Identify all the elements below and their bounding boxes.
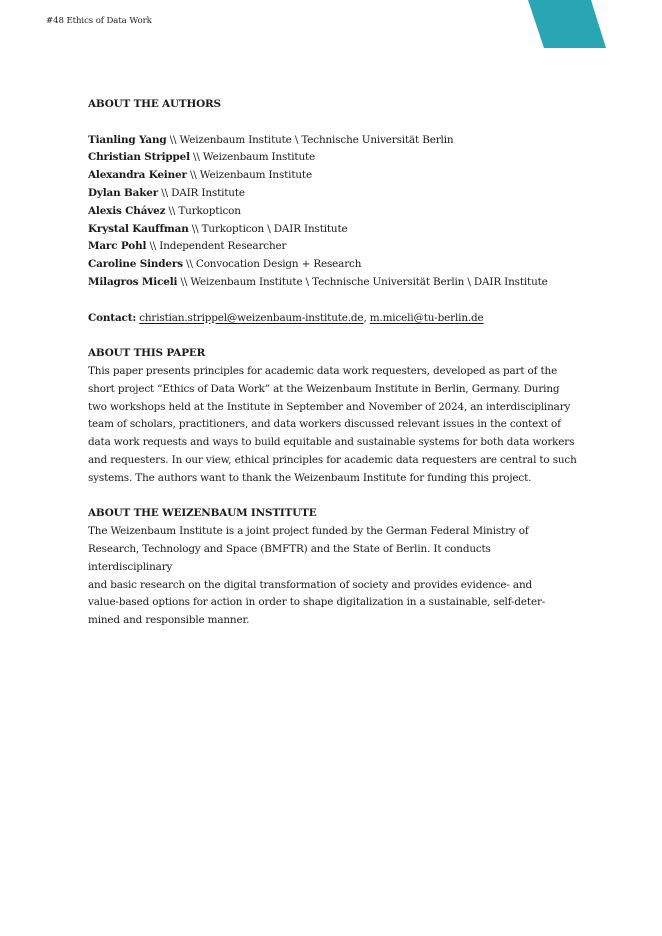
author-name: Tianling Yang: [88, 133, 167, 146]
paragraph-line: and basic research on the digital transformation of society and provides evidence- and: [88, 578, 533, 591]
about-institute-heading: ABOUT THE WEIZENBAUM INSTITUTE: [88, 507, 317, 520]
author-affiliation: \\ Weizenbaum Institute \ Technische Universität Berlin \ DAIR Institute: [180, 275, 548, 288]
contact-email-link-miceli[interactable]: m.miceli@tu-berlin.de: [369, 311, 484, 324]
author-row: [88, 238, 578, 256]
author-name: Christian Strippel: [88, 151, 190, 164]
series-label: #48 Ethics of Data Work: [46, 16, 152, 26]
author-name: Milagros Miceli: [88, 275, 178, 288]
paragraph-line: team of scholars, practitioners, and data workers discussed relevant issues in the context of: [88, 418, 561, 431]
contact-email-link-strippel[interactable]: christian.strippel@weizenbaum-institute.de: [139, 311, 364, 324]
paragraph-line: This paper presents principles for academic data work requesters, developed as part of the: [88, 364, 558, 377]
paragraph-line: Research, Technology and Space (BMFTR) and the State of Berlin. It conducts interdisciplinary: [88, 542, 491, 573]
author-affiliation: \\ Turkopticon: [168, 204, 241, 217]
author-row: [88, 132, 578, 150]
spacer: [88, 292, 578, 310]
author-name: Marc Pohl: [88, 240, 147, 253]
author-row: [88, 203, 578, 221]
author-list: [88, 132, 578, 292]
author-affiliation: \\ Weizenbaum Institute: [189, 169, 312, 182]
author-affiliation: \\ Independent Researcher: [149, 240, 287, 253]
author-name: Alexandra Keiner: [88, 169, 187, 182]
author-affiliation: \\ Turkopticon \ DAIR Institute: [191, 222, 348, 235]
spacer: [88, 488, 578, 506]
contact-separator: ,: [363, 311, 367, 324]
paragraph-line: data work requests and ways to build equitable and sustainable systems for both data workers: [88, 436, 575, 449]
paragraph-line: systems. The authors want to thank the Weizenbaum Institute for funding this project.: [88, 471, 532, 484]
about-paper-heading: ABOUT THIS PAPER: [88, 347, 206, 360]
paragraph-line: value-based options for action in order to shape digitalization in a sustainable, self-deter-: [88, 596, 546, 609]
author-row: [88, 149, 578, 167]
about-authors-heading: ABOUT THE AUTHORS: [88, 98, 221, 110]
author-affiliation: \\ DAIR Institute: [161, 186, 245, 199]
contact-label: Contact:: [88, 311, 137, 324]
author-name: Dylan Baker: [88, 186, 159, 199]
author-row: [88, 256, 578, 274]
author-affiliation: \\ Convocation Design + Research: [186, 258, 362, 271]
contact-line: [88, 310, 578, 328]
author-row: [88, 185, 578, 203]
author-name: Alexis Chávez: [88, 204, 166, 217]
author-name: Caroline Sinders: [88, 258, 183, 271]
author-row: [88, 221, 578, 239]
paragraph-line: and requesters. In our view, ethical principles for academic data requesters are central to such: [88, 453, 577, 466]
author-affiliation: \\ Weizenbaum Institute: [193, 151, 316, 164]
corner-accent-shape: [525, 0, 607, 48]
author-affiliation: \\ Weizenbaum Institute \ Technische Universität Berlin: [169, 133, 454, 146]
spacer: [88, 327, 578, 345]
author-row: [88, 167, 578, 185]
author-row: [88, 274, 578, 292]
paragraph-line: The Weizenbaum Institute is a joint project funded by the German Federal Ministry of: [88, 525, 529, 538]
spacer: [88, 114, 578, 132]
paragraph-line: two workshops held at the Institute in September and November of 2024, an interdisciplinary: [88, 400, 571, 413]
paragraph-line: short project “Ethics of Data Work” at the Weizenbaum Institute in Berlin, Germany. During: [88, 382, 560, 395]
author-name: Krystal Kauffman: [88, 222, 189, 235]
about-paper-text: [88, 363, 578, 488]
paragraph-line: mined and responsible manner.: [88, 614, 250, 627]
page-content: [88, 96, 578, 630]
about-institute-text: [88, 523, 578, 630]
